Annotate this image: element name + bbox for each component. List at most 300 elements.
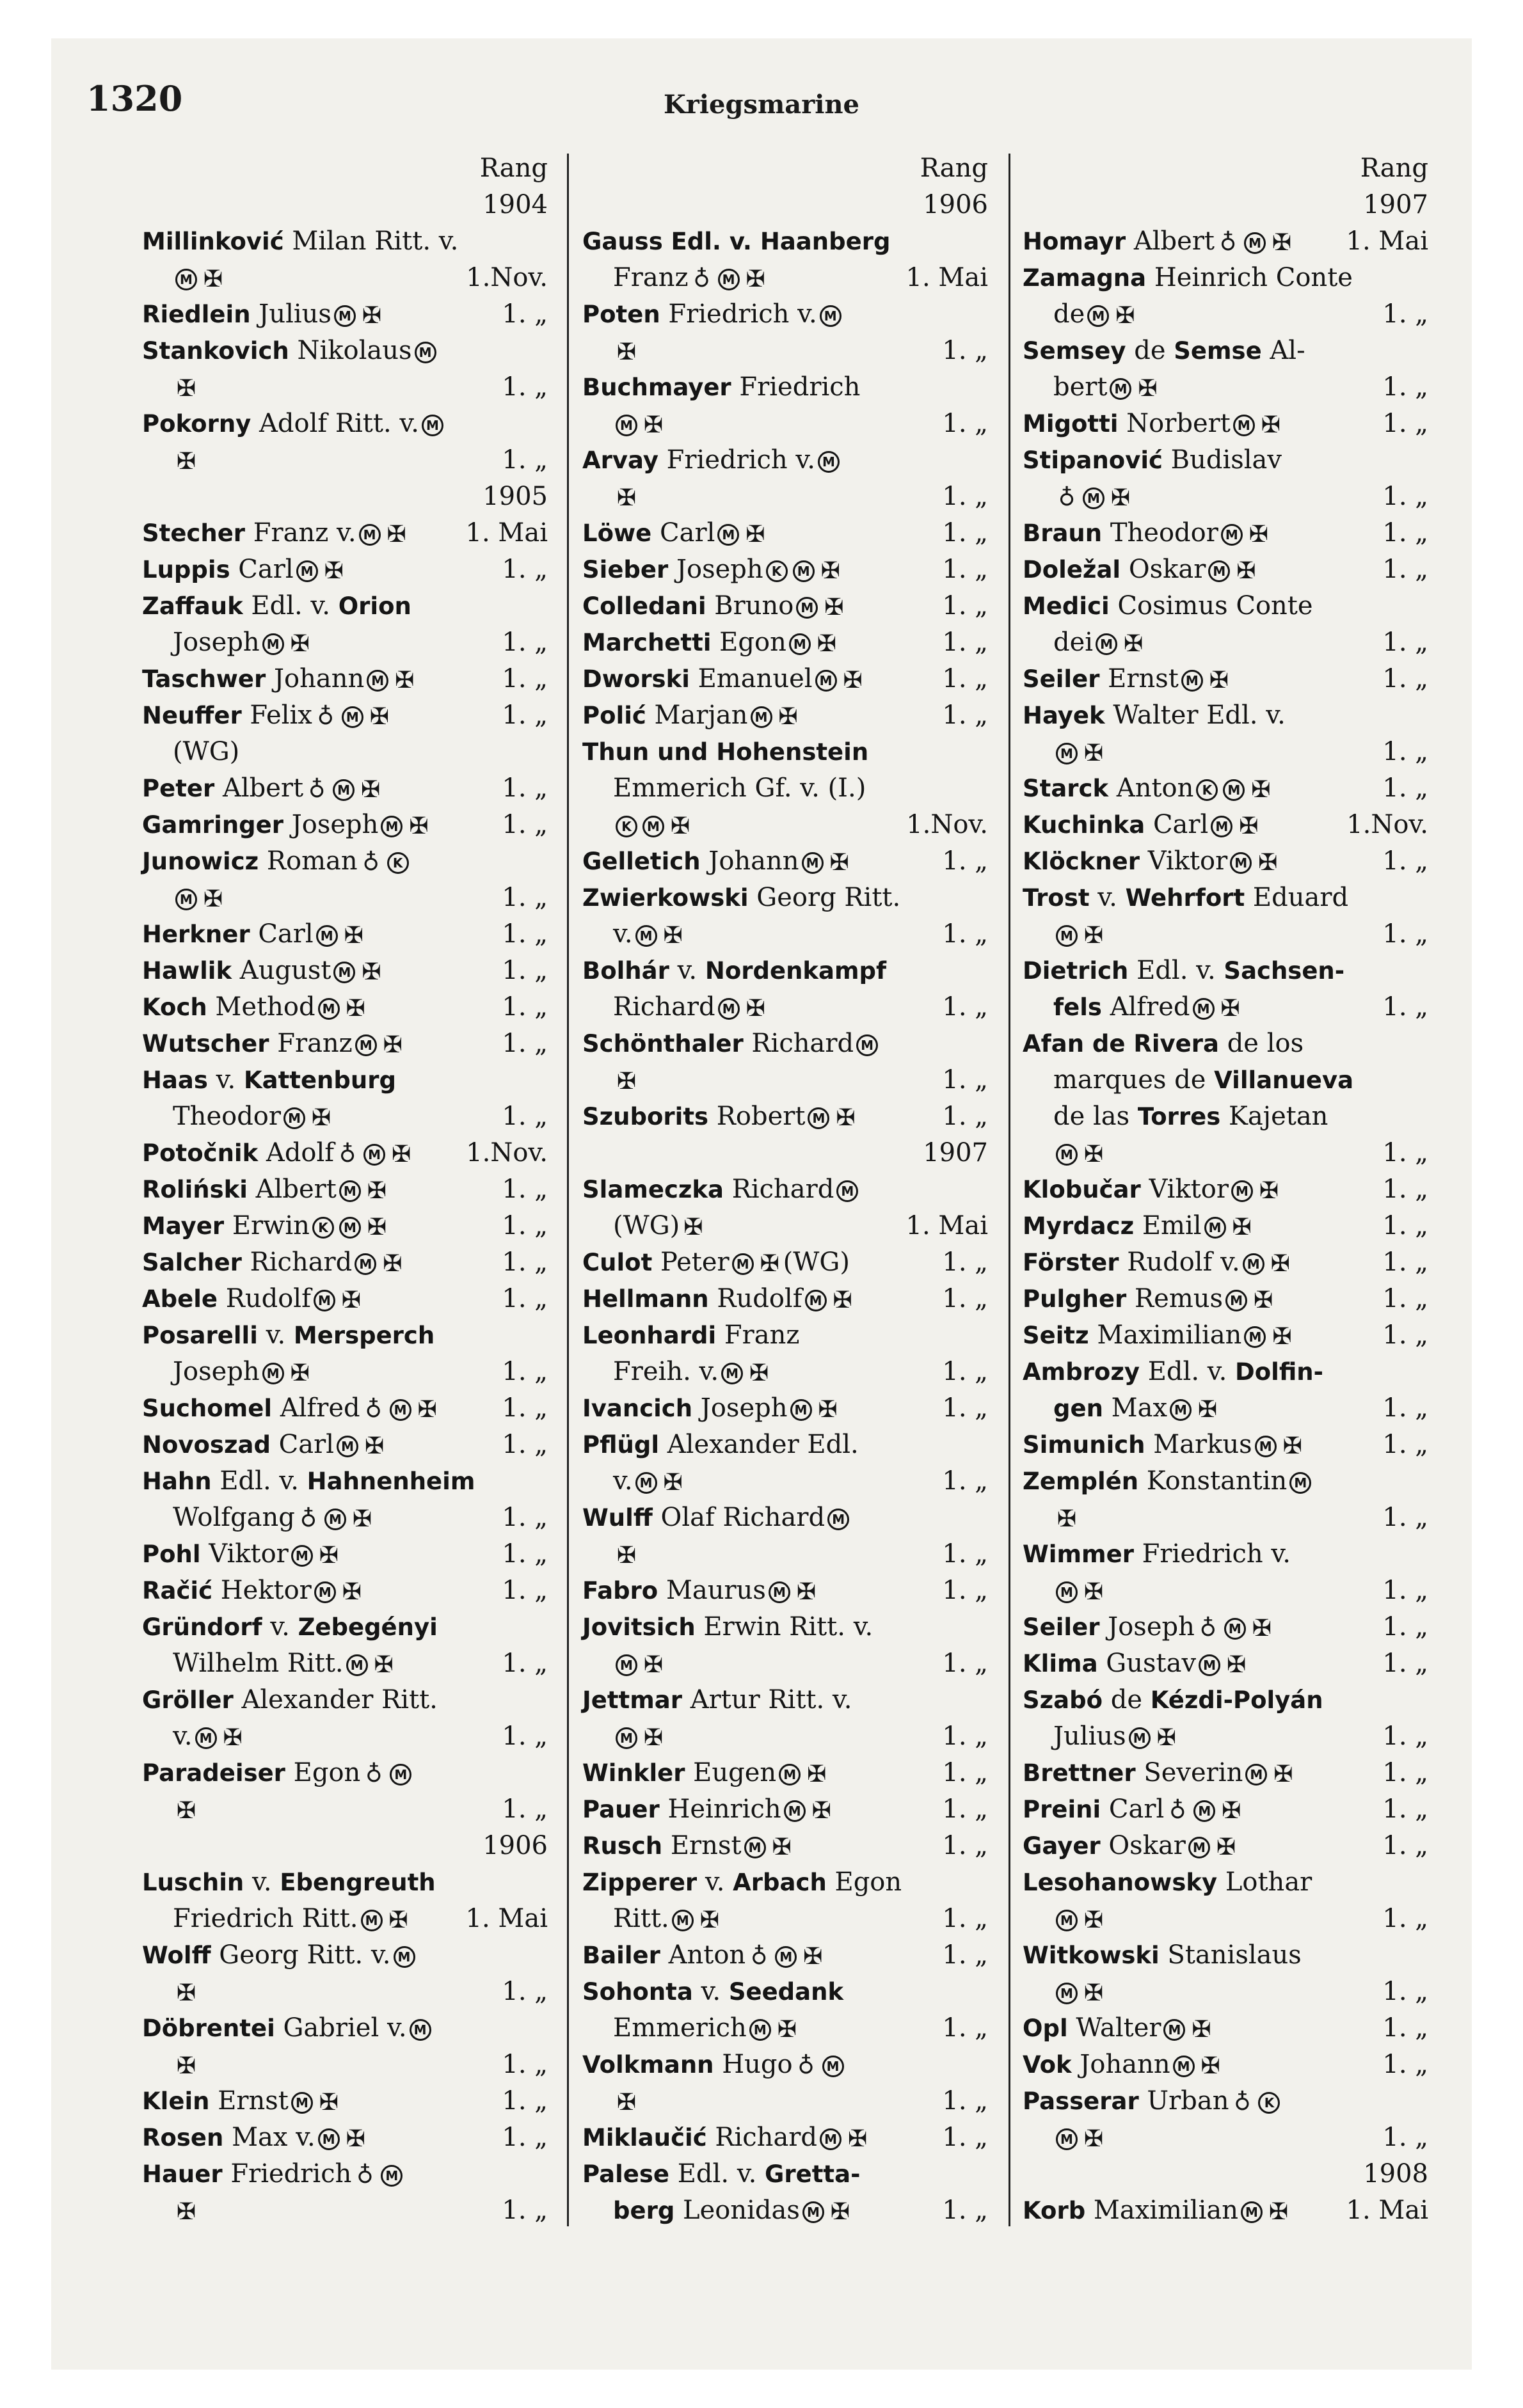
entry-text: [1023, 442, 1282, 479]
entry-row: [1023, 1244, 1432, 1281]
cross-icon: ✠: [388, 1907, 408, 1933]
entry-continuation: [1023, 369, 1432, 406]
entry-row: [582, 551, 992, 588]
given-name: Severin: [1135, 1758, 1243, 1787]
note: (WG): [783, 1248, 850, 1277]
entry-row: [142, 1864, 552, 1901]
rank-date: 1. „: [1382, 1138, 1428, 1168]
entry-continuation: [582, 2010, 992, 2047]
entry-text: [582, 1755, 830, 1791]
entry-text: [582, 1572, 820, 1609]
cross-icon: ✠: [1272, 230, 1292, 256]
cross-icon: ✠: [387, 521, 406, 548]
given-name: marques de: [1053, 1065, 1215, 1095]
given-name: Carl: [270, 1430, 335, 1459]
entry-text: [1023, 2047, 1224, 2083]
entry-text: [142, 551, 347, 588]
given-name: de los: [1218, 1029, 1304, 1058]
surname: Posarelli: [142, 1322, 258, 1349]
entry-text: [582, 1609, 873, 1645]
surname: Ambrozy: [1023, 1358, 1140, 1386]
entry-text: [1023, 223, 1295, 260]
entry-row: [1023, 770, 1432, 807]
surname: Zwierkowski: [582, 884, 749, 912]
entry-text: [582, 1062, 640, 1098]
entry-text: [142, 1317, 435, 1354]
entry-row: [1023, 588, 1432, 624]
rank-date: 1. „: [502, 956, 548, 985]
medal-m-icon: M: [314, 1290, 335, 1311]
medal-m-icon: M: [1211, 816, 1232, 837]
rank-date: 1. „: [502, 555, 548, 584]
medal-k-icon: K: [312, 1217, 334, 1239]
entry-text: [582, 843, 853, 880]
cross-icon: ✠: [290, 631, 310, 657]
entry-continuation: [142, 880, 552, 916]
cross-icon: ✠: [847, 2126, 868, 2152]
medal-m-icon: M: [1244, 232, 1266, 254]
entry-text: [1023, 1536, 1291, 1572]
medal-m-icon: M: [291, 1545, 313, 1567]
given-name: Viktor: [200, 1539, 289, 1569]
given-name: Alexander Edl.: [659, 1430, 859, 1459]
surname-predicate: Edl. v. Haanberg: [671, 228, 891, 255]
order-icon: ♁: [693, 266, 710, 292]
rank-date: 1. „: [942, 482, 988, 511]
column-3: [1023, 150, 1432, 2229]
entry-text: [582, 1171, 861, 1208]
rank-date: 1. „: [942, 2086, 988, 2116]
surname: Doležal: [1023, 556, 1121, 583]
entry-text: [582, 2047, 847, 2083]
given-name: Johann: [1071, 2050, 1170, 2079]
given-name: [663, 226, 671, 256]
cross-icon: ✠: [409, 813, 429, 839]
medal-m-icon: M: [1087, 305, 1109, 327]
given-name: Julius: [250, 299, 331, 329]
cross-icon: ✠: [374, 1652, 394, 1678]
cross-icon: ✠: [1216, 1834, 1236, 1860]
entry-row: [1023, 551, 1432, 588]
given-name: Johann: [266, 664, 365, 693]
entry-continuation: [1023, 1572, 1432, 1609]
entry-row: [582, 624, 992, 661]
medal-m-icon: M: [1224, 1618, 1246, 1640]
page-number: 1320: [86, 78, 183, 119]
rank-date: 1. „: [1382, 1758, 1428, 1787]
rank-date: 1. „: [942, 1357, 988, 1386]
entry-row: [142, 1536, 552, 1572]
medal-m-icon: M: [672, 1910, 694, 1931]
cross-icon: ✠: [803, 1944, 823, 1970]
given-name: Theodor: [173, 1102, 282, 1131]
given-name: Oskar: [1120, 555, 1206, 584]
surname: Wulff: [582, 1504, 653, 1532]
entry-row: [142, 1609, 552, 1645]
entry-continuation: [142, 442, 552, 479]
rank-date: 1. „: [502, 701, 548, 730]
entry-text: [142, 1609, 438, 1645]
surname: Seitz: [1023, 1322, 1089, 1349]
rank-date: 1. „: [1382, 1393, 1428, 1423]
entry-row: [582, 1098, 992, 1135]
given-name: Friedrich v.: [660, 299, 817, 329]
cross-icon: ✠: [361, 777, 381, 803]
surname: Klöckner: [1023, 848, 1140, 875]
given-name: Ernst: [1099, 664, 1179, 693]
order-icon: ♁: [356, 2162, 374, 2189]
rank-date: 1. „: [1382, 1248, 1428, 1277]
cross-icon: ✠: [616, 485, 637, 511]
medal-m-icon: M: [318, 998, 340, 1020]
surname-predicate: Dolfin-: [1235, 1358, 1323, 1386]
surname: Taschwer: [142, 665, 266, 693]
rank-date: 1.Nov.: [466, 1138, 548, 1168]
cross-icon: ✠: [836, 1105, 856, 1131]
rank-date: 1. „: [502, 1284, 548, 1313]
medal-m-icon: M: [1231, 1180, 1253, 1202]
cross-icon: ✠: [772, 1834, 792, 1860]
entry-text: [582, 1828, 795, 1864]
order-icon: ♁: [1169, 1798, 1186, 1824]
rank-header: Rang: [479, 154, 548, 183]
entry-text: [142, 1354, 314, 1390]
surname: Junowicz: [142, 848, 259, 875]
entry-row: [1023, 1609, 1432, 1645]
entry-row: [142, 2156, 552, 2192]
surname: Zipperer: [582, 1869, 698, 1896]
medal-m-icon: M: [769, 1581, 790, 1603]
given-name: bert: [1053, 372, 1108, 402]
surname: Dworski: [582, 665, 690, 693]
surname: Passerar: [1023, 2087, 1139, 2115]
medal-m-icon: M: [749, 2019, 771, 2041]
entry-row: [1023, 1354, 1432, 1390]
cross-icon: ✠: [1232, 1214, 1252, 1240]
surname: Wutscher: [142, 1030, 269, 1057]
medal-m-icon: M: [775, 1946, 797, 1968]
given-name: de las: [1053, 1102, 1138, 1131]
given-name: Emmerich Gf. v. (I.): [613, 773, 866, 803]
entry-row: [1023, 807, 1432, 843]
medal-m-icon: M: [1056, 1983, 1078, 2004]
medal-m-icon: M: [296, 560, 318, 582]
entry-text: [582, 697, 802, 734]
entry-text: [142, 333, 439, 369]
medal-m-icon: M: [1181, 670, 1203, 692]
rank-date: 1. „: [502, 1102, 548, 1131]
medal-m-icon: M: [836, 1180, 858, 1202]
entry-text: [1023, 1937, 1302, 1974]
surname: Zamagna: [1023, 264, 1147, 292]
medal-m-icon: M: [1243, 1253, 1264, 1275]
entry-row: [142, 1062, 552, 1098]
surname-predicate: Gretta-: [765, 2160, 861, 2188]
entry-text: [142, 661, 418, 697]
order-icon: ♁: [317, 704, 335, 730]
entry-row: [1023, 880, 1432, 916]
entry-continuation: [1023, 1062, 1432, 1098]
given-name: Emmerich: [613, 2013, 747, 2043]
cross-icon: ✠: [346, 2126, 365, 2152]
given-name: Franz: [716, 1320, 800, 1350]
cross-icon: ✠: [746, 995, 765, 1022]
medal-m-icon: M: [355, 1253, 376, 1275]
entry-row: [582, 1572, 992, 1609]
rank-date: 1. „: [502, 2086, 548, 2116]
entry-row: [142, 843, 552, 880]
entry-text: [582, 1645, 667, 1682]
entry-continuation: [142, 1718, 552, 1755]
entry-text: [1023, 1354, 1323, 1390]
given-name: v.: [613, 1466, 633, 1496]
rank-date: 1. „: [502, 1393, 548, 1423]
surname: Simunich: [1023, 1431, 1145, 1459]
entry-continuation: [582, 1645, 992, 1682]
given-name: Gustav: [1097, 1649, 1197, 1678]
entry-text: [142, 223, 458, 260]
surname: Semsey: [1023, 337, 1126, 365]
cross-icon: ✠: [1083, 1141, 1104, 1168]
entry-continuation: [142, 2047, 552, 2083]
entry-continuation: [1023, 1390, 1432, 1427]
given-name: Friedrich Ritt.: [173, 1904, 358, 1933]
rank-date: 1. „: [942, 2123, 988, 2152]
rank-date: 1. Mai: [1346, 226, 1428, 256]
surname: Afan de Rivera: [1023, 1030, 1219, 1057]
surname: Witkowski: [1023, 1942, 1160, 1969]
given-name: v.: [173, 1722, 193, 1751]
medal-k-icon: K: [616, 816, 637, 837]
surname: Kuchinka: [1023, 811, 1145, 839]
entry-text: [1023, 807, 1262, 843]
entry-row: [582, 223, 992, 260]
medal-m-icon: M: [1255, 1436, 1277, 1457]
surname: Hayek: [1023, 702, 1105, 729]
cross-icon: ✠: [176, 376, 196, 402]
surname: Jettmar: [582, 1686, 683, 1714]
rank-date: 1. „: [1382, 2123, 1428, 2152]
rank-date: 1. „: [502, 445, 548, 475]
cross-icon: ✠: [777, 2016, 797, 2043]
entry-text: [582, 1390, 841, 1427]
entry-text: [142, 2047, 200, 2083]
order-icon: ♁: [339, 1141, 356, 1168]
entry-row: [582, 697, 992, 734]
given-name: Walter Edl. v.: [1104, 701, 1286, 730]
entry-text: [582, 1937, 826, 1974]
cross-icon: ✠: [367, 1214, 387, 1240]
cross-icon: ✠: [760, 1251, 779, 1277]
surname: Suchomel: [142, 1395, 273, 1422]
entry-text: [142, 697, 393, 734]
entry-text: [142, 1937, 418, 1974]
surname: Koch: [142, 994, 207, 1021]
given-name: Marjan: [646, 701, 748, 730]
entry-text: [142, 1791, 200, 1828]
rank-date: 1. „: [1382, 1904, 1428, 1933]
cross-icon: ✠: [417, 1397, 437, 1423]
entry-row: [582, 1427, 992, 1463]
medal-m-icon: M: [717, 524, 739, 546]
surname: Medici: [1023, 592, 1110, 620]
given-name: Max: [1103, 1393, 1167, 1423]
entry-row: [1023, 697, 1432, 734]
given-name: Maximilian: [1085, 2196, 1238, 2225]
medal-m-icon: M: [718, 998, 740, 1020]
surname: Preini: [1023, 1796, 1101, 1823]
given-name: dei: [1053, 628, 1094, 657]
entry-text: [582, 916, 687, 953]
rank-date: 1. „: [1382, 1794, 1428, 1824]
entry-row: [582, 880, 992, 916]
surname: Gauss: [582, 228, 663, 255]
order-icon: ♁: [308, 777, 326, 803]
entry-text: [1023, 1281, 1277, 1317]
rank-date: 1. „: [1382, 1503, 1428, 1532]
cross-icon: ✠: [395, 667, 415, 693]
medal-m-icon: M: [339, 1180, 361, 1202]
surname: Förster: [1023, 1249, 1119, 1276]
surname-predicate: Seedank: [728, 1978, 844, 2006]
entry-text: [1023, 1755, 1296, 1791]
rank-header: Rang: [920, 154, 988, 183]
medal-m-icon: M: [1129, 1727, 1151, 1749]
cross-icon: ✠: [1273, 1761, 1293, 1787]
entry-continuation: [1023, 916, 1432, 953]
surname-predicate: Hahnenheim: [307, 1468, 475, 1495]
medal-m-icon: M: [390, 1764, 411, 1786]
entry-text: [142, 1098, 335, 1135]
entry-text: [1023, 551, 1259, 588]
medal-m-icon: M: [744, 1837, 766, 1858]
entry-text: [582, 406, 667, 442]
rank-date: 1. „: [1382, 1211, 1428, 1240]
given-name: Maximilian: [1088, 1320, 1242, 1350]
rank-date: 1. „: [502, 1576, 548, 1605]
rank-date: 1. „: [1382, 1722, 1428, 1751]
given-name: Alexander Ritt.: [233, 1685, 438, 1715]
given-name: Edl. v.: [1128, 956, 1224, 985]
cross-icon: ✠: [817, 631, 836, 657]
entry-row: [582, 1864, 992, 1901]
given-name: Friedrich v.: [658, 445, 815, 475]
cross-icon: ✠: [616, 1068, 637, 1095]
rank-date: 1.Nov.: [1346, 810, 1428, 839]
entry-text: [1023, 1026, 1304, 1062]
surname: Winkler: [582, 1759, 685, 1787]
rank-date: 1. „: [1382, 919, 1428, 949]
entry-row: [1023, 1463, 1432, 1500]
surname: Račić: [142, 1577, 213, 1604]
cross-icon: ✠: [1239, 813, 1259, 839]
rank-date: 1. „: [942, 1466, 988, 1496]
given-name: Joseph: [692, 1393, 788, 1423]
entry-continuation: [582, 1718, 992, 1755]
rank-date: 1. „: [1382, 1831, 1428, 1860]
cross-icon: ✠: [1083, 1579, 1104, 1605]
given-name: Eugen: [685, 1758, 777, 1787]
medal-m-icon: M: [790, 1399, 812, 1421]
order-icon: ♁: [750, 1944, 768, 1970]
rank-date: 1. „: [502, 1649, 548, 1678]
entry-row: [142, 2010, 552, 2047]
given-name: Emil: [1134, 1211, 1202, 1240]
entry-text: [582, 953, 886, 989]
entry-text: [1023, 406, 1284, 442]
order-icon: ♁: [1199, 1615, 1217, 1642]
cross-icon: ✠: [1220, 995, 1240, 1022]
entry-text: [1023, 661, 1232, 697]
given-name: Lothar: [1217, 1867, 1312, 1897]
cross-icon: ✠: [820, 558, 840, 584]
entry-continuation: [582, 916, 992, 953]
cross-icon: ✠: [663, 1469, 683, 1496]
entry-row: [1023, 1536, 1432, 1572]
entry-row: [582, 296, 992, 333]
entry-text: [1023, 989, 1244, 1026]
cross-icon: ✠: [670, 813, 690, 839]
entry-row: [582, 2119, 992, 2156]
year-header: 1908: [1363, 2159, 1428, 2189]
entry-text: [582, 1536, 640, 1572]
surname: Millinković: [142, 228, 284, 255]
entry-text: [1023, 2119, 1107, 2156]
entry-text: [582, 442, 842, 479]
medal-m-icon: M: [381, 2165, 403, 2187]
surname: Pohl: [142, 1541, 201, 1568]
cross-icon: ✠: [1057, 1506, 1077, 1532]
given-name: (WG): [173, 737, 240, 766]
medal-m-icon: M: [822, 2056, 844, 2077]
entry-row: [1023, 260, 1432, 296]
rank-date: 1. „: [942, 664, 988, 693]
surname: Hauer: [142, 2160, 223, 2188]
medal-m-icon: M: [732, 1253, 754, 1275]
entry-continuation: [582, 333, 992, 369]
rank-date: 1. „: [942, 1393, 988, 1423]
given-name: Konstantin: [1138, 1466, 1288, 1496]
entry-text: [1023, 1609, 1275, 1645]
cross-icon: ✠: [663, 923, 683, 949]
given-name: Alfred: [1101, 992, 1190, 1022]
rank-date: 1. „: [502, 628, 548, 657]
medal-m-icon: M: [361, 1910, 383, 1931]
given-name: Emanuel: [689, 664, 813, 693]
surname: Polić: [582, 702, 646, 729]
surname: Gröller: [142, 1686, 234, 1714]
given-name: Joseph: [283, 810, 379, 839]
surname: Vok: [1023, 2051, 1072, 2079]
rank-date: 1. „: [1382, 1977, 1428, 2006]
entry-text: [582, 1901, 723, 1937]
cross-icon: ✠: [176, 1980, 196, 2006]
medal-m-icon: M: [291, 2092, 313, 2114]
medal-k-icon: K: [1196, 779, 1218, 801]
surname: Leonhardi: [582, 1322, 717, 1349]
rank-date: 1. „: [942, 992, 988, 1022]
entry-continuation: [142, 1645, 552, 1682]
entry-text: [582, 2010, 801, 2047]
running-title: Kriegsmarine: [663, 90, 859, 120]
cross-icon: ✠: [176, 2199, 196, 2225]
medal-m-icon: M: [1056, 1144, 1078, 1166]
surname: Herkner: [142, 921, 250, 948]
entry-text: [142, 1463, 475, 1500]
entry-text: [142, 2192, 200, 2229]
entry-row: [142, 1208, 552, 1244]
given-name: Viktor: [1140, 846, 1228, 876]
